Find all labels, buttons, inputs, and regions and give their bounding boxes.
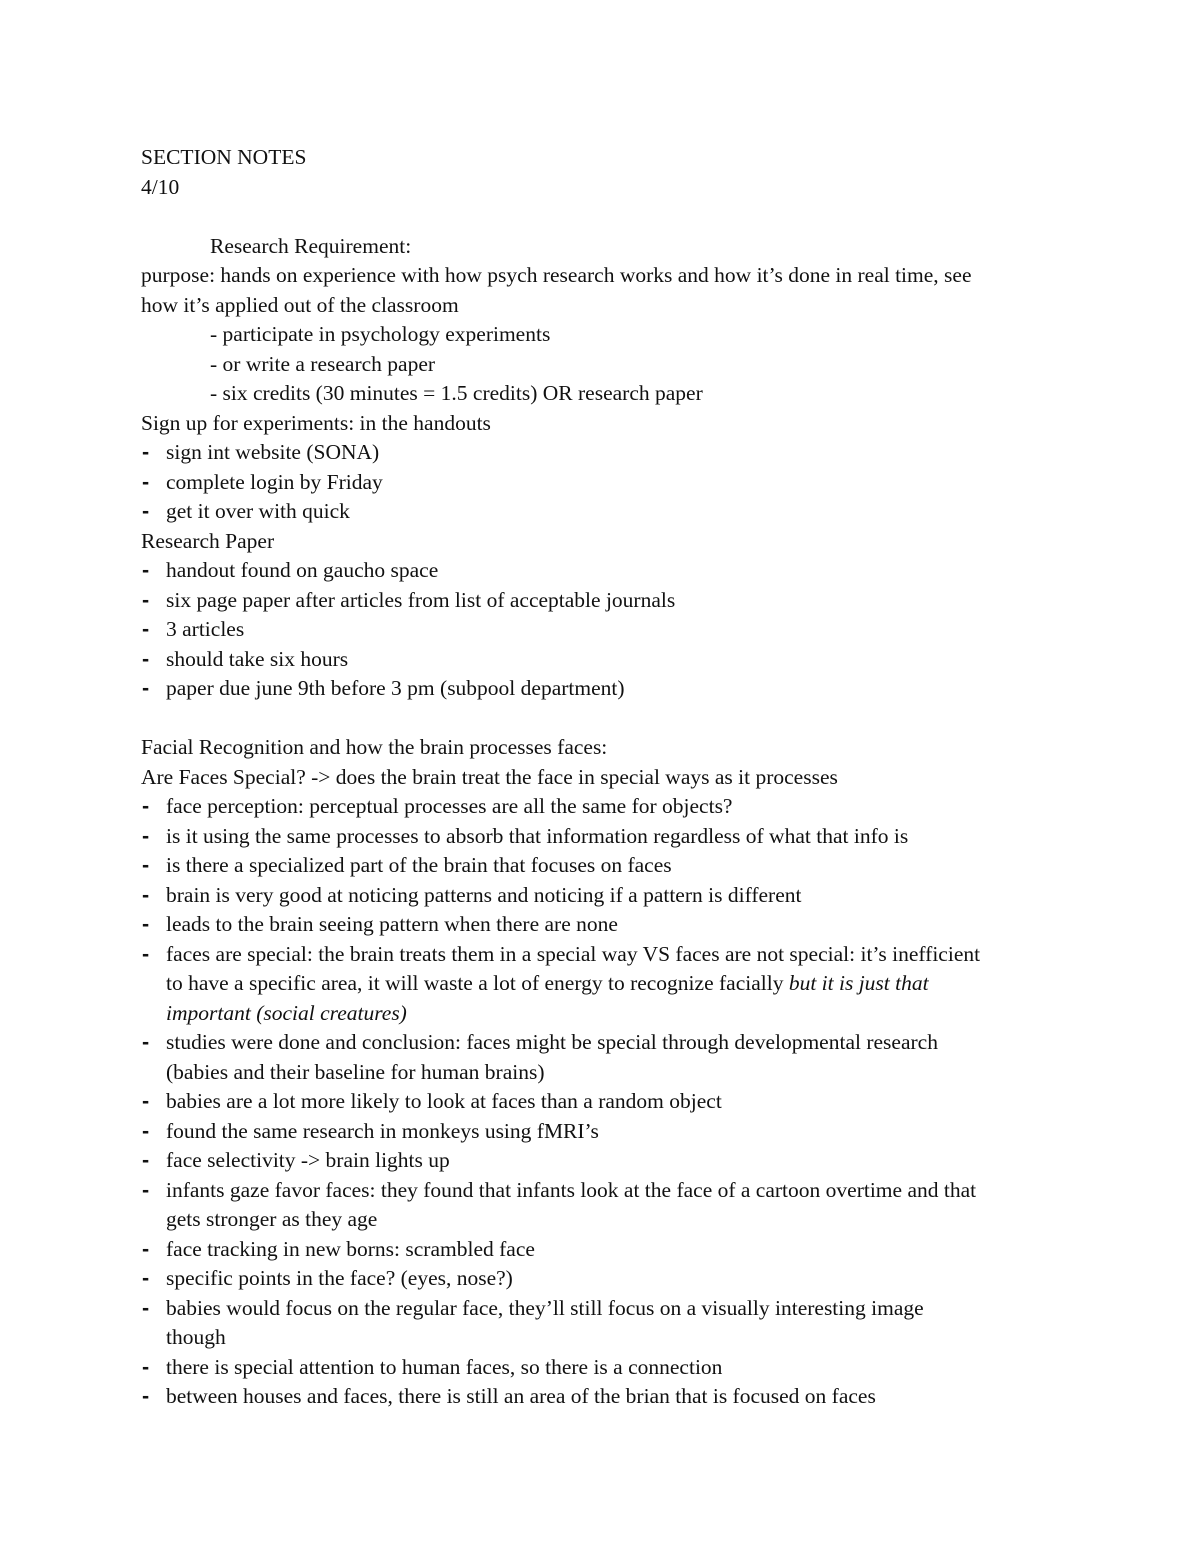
requirement-item: - participate in psychology experiments (210, 322, 551, 346)
list-item-text (166, 999, 1071, 1029)
list-item (141, 1146, 1071, 1176)
faces-list-continued (141, 1028, 1071, 1412)
list-item (141, 1353, 1071, 1383)
list-item (141, 1028, 1071, 1087)
list-item: - six page paper after articles from list of acceptable journals (141, 586, 1071, 616)
list-item-text: - faces are special: the brain treats them in a special way VS faces are not special: it’s inefficient (166, 941, 981, 966)
list-item-text: - face selectivity -> brain lights up (166, 1148, 450, 1172)
list-item: - is it using the same processes to absorb that information regardless of what that info is (141, 822, 1071, 852)
document-body (141, 143, 1071, 1412)
list-item: - 3 articles (141, 615, 1071, 645)
list-item-text: - babies are a lot more likely to look at faces than a random object (166, 1089, 722, 1113)
list-item-text-plain: to have a specific area, it will waste a lot of energy to recognize facially (166, 971, 789, 995)
list-item-text (166, 969, 1071, 999)
research-heading: Research Requirement: (210, 233, 412, 258)
list-item-text: - face tracking in new borns: scrambled face (166, 1236, 535, 1261)
list-item (141, 1087, 1071, 1117)
faces-question: Are Faces Special? -> does the brain treat the face in special ways as it processes (141, 764, 838, 789)
spacer (141, 704, 1071, 734)
signup-heading: Sign up for experiments: in the handouts (141, 410, 491, 435)
list-item-text-italic: but it is just that (788, 971, 929, 995)
list-item-text: - found the same research in monkeys using fMRI’s (166, 1118, 599, 1143)
list-item-text-italic: important (social creatures) (166, 1000, 407, 1025)
signup-list (141, 438, 1071, 527)
list-item-text: - studies were done and conclusion: faces might be special through developmental research (166, 1030, 938, 1054)
list-item: - brain is very good at noticing patterns and noticing if a pattern is different (141, 881, 1071, 911)
spacer (141, 202, 1071, 232)
requirement-item: - or write a research paper (210, 351, 436, 376)
list-item: - handout found on gaucho space (141, 556, 1071, 586)
list-item-text: though (166, 1325, 226, 1349)
list-item (141, 1294, 1071, 1353)
list-item (141, 1382, 1071, 1412)
paper-list (141, 556, 1071, 704)
list-item: - paper due june 9th before 3 pm (subpool department) (141, 674, 1071, 704)
list-item: - is there a specialized part of the brain that focuses on faces (141, 851, 1071, 881)
list-item-text: - between houses and faces, there is still an area of the brian that is focused on faces (166, 1384, 876, 1408)
list-item-text: - specific points in the face? (eyes, nose?) (166, 1266, 513, 1290)
list-item-text: - there is special attention to human faces, so there is a connection (166, 1354, 723, 1379)
faces-list (141, 792, 1071, 1028)
page-title: SECTION NOTES (141, 145, 307, 169)
list-item (141, 1117, 1071, 1147)
paper-heading: Research Paper (141, 528, 275, 553)
list-item (141, 1235, 1071, 1265)
list-item (141, 1176, 1071, 1235)
list-item: - get it over with quick (141, 497, 1071, 527)
list-item (141, 940, 1071, 1029)
list-item-text: - babies would focus on the regular face, they’ll still focus on a visually interesting image (166, 1295, 924, 1320)
list-item-text: gets stronger as they age (166, 1207, 378, 1231)
list-item: - leads to the brain seeing pattern when there are none (141, 910, 1071, 940)
list-item: - complete login by Friday (141, 468, 1071, 498)
date-label: 4/10 (141, 174, 180, 199)
list-item: - should take six hours (141, 645, 1071, 675)
purpose-line-continued: how it’s applied out of the classroom (141, 292, 459, 317)
list-item-text: - infants gaze favor faces: they found that infants look at the face of a cartoon overtime and that (166, 1177, 977, 1202)
list-item (141, 1264, 1071, 1294)
faces-heading: Facial Recognition and how the brain processes faces: (141, 735, 608, 759)
list-item-text: (babies and their baseline for human brains) (166, 1059, 545, 1084)
list-item: - sign int website (SONA) (141, 438, 1071, 468)
requirement-item: - six credits (30 minutes = 1.5 credits) OR research paper (210, 381, 703, 405)
purpose-line: purpose: hands on experience with how psych research works and how it’s done in real time, see (141, 263, 972, 287)
list-item: - face perception: perceptual processes are all the same for objects? (141, 792, 1071, 822)
